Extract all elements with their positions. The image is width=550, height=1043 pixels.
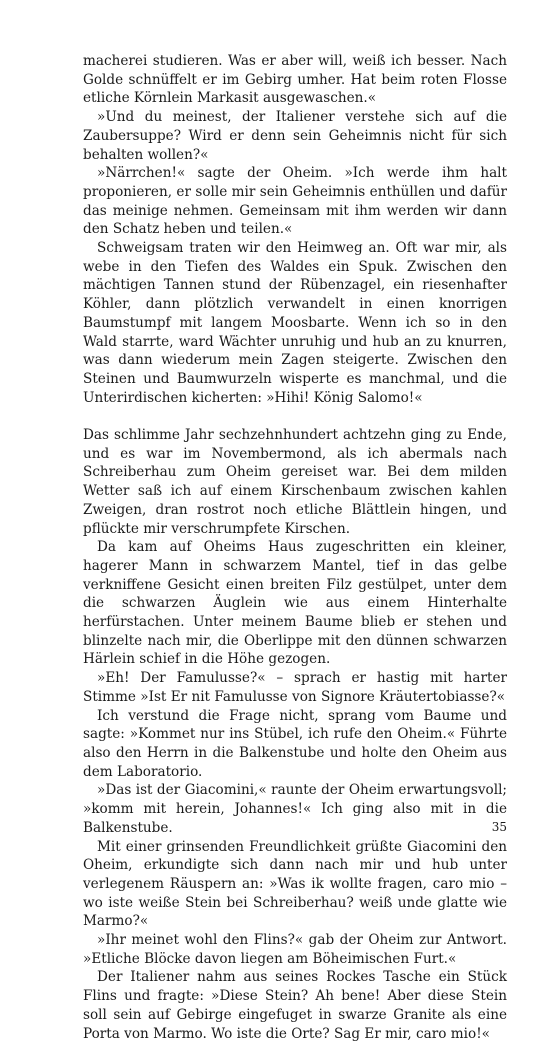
paragraph: »Närrchen!« sagte der Oheim. »Ich werde ihm halt proponieren, er solle mir sein Geheimnis enthüllen und dafür das meinige nehmen. Gemeinsam mit ihm werden wir dann den Schatz heben und teilen.« bbox=[83, 165, 507, 238]
page-number: 35 bbox=[491, 820, 507, 834]
paragraph: »Und du meinest, der Italiener verstehe sich auf die Zaubersuppe? Wird er denn sein Geheimnis nicht für sich behalten wollen?« bbox=[83, 109, 507, 163]
paragraph: Mit einer grinsenden Freundlichkeit grüßte Giacomini den Oheim, erkundigte sich dann nach mir und hub unter verlegenem Räuspern an: »Was ik wollte fragen, caro mio – wo iste weiße Stein bei Schreiberhau? weiß unde glatte wie Marmo?« bbox=[83, 838, 507, 930]
paragraph: Da kam auf Oheims Haus zugeschritten ein kleiner, hagerer Mann in schwarzem Mantel, tief in das gelbe verkniffene Gesicht einen breiten Filz gestülpet, unter dem die schwarzen Äuglein wie aus einem Hinterhalte herfürstachen. Unter meinem Baume blieb er stehen und blinzelte nach mir, die Oberlippe mit den dünnen schwarzen Härlein schief in die Höhe gezogen. bbox=[83, 539, 507, 668]
paragraph: Ich verstund die Frage nicht, sprang vom Baume und sagte: »Kommet nur ins Stübel, ich rufe den Oheim.« Führte also den Herrn in die Balkenstube und holte den Oheim aus dem Laboratorio. bbox=[83, 707, 507, 780]
paragraph: »Das ist der Giacomini,« raunte der Oheim erwartungsvoll; »komm mit herein, Johannes!« Ich ging also mit in die Balkenstube. bbox=[83, 782, 507, 836]
paragraph: »Ihr meinet wohl den Flins?« gab der Oheim zur Antwort. »Etliche Blöcke davon liegen am Böheimischen Furt.« bbox=[83, 932, 507, 967]
paragraph-continued: macherei studieren. Was er aber will, weiß ich besser. Nach Golde schnüffelt er im Gebirg umher. Hat beim roten Flosse etliche Körnlein Markasit ausgewaschen.« bbox=[83, 53, 507, 107]
body-text bbox=[83, 52, 507, 1043]
paragraph: Der Italiener nahm aus seines Rockes Tasche ein Stück Flins und fragte: »Diese Stein? Ah bene! Aber diese Stein soll sein auf Gebirge eingefuget in swarze Granite als eine Porta von Marmo. Wo iste die Orte? Sag Er mir, caro mio!« bbox=[83, 969, 507, 1042]
paragraph: »Eh! Der Famulusse?« – sprach er hastig mit harter Stimme »Ist Er nit Famulusse von Signore Kräutertobiasse?« bbox=[83, 670, 507, 705]
paragraph: Schweigsam traten wir den Heimweg an. Oft war mir, als webe in den Tiefen des Waldes ein Spuk. Zwischen den mächtigen Tannen stund der Rübenzagel, ein riesenhafter Köhler, dann plötzlich verwandelt in einen knorrigen Baumstumpf mit langem Moosbarte. Wenn ich so in den Wald starrte, ward Wächter unruhig und hub an zu knurren, was dann wiederum mein Zagen steigerte. Zwischen den Steinen und Baumwurzeln wisperte es manchmal, und die Unterirdischen kicherten: »Hihi! König Salomo!« bbox=[83, 240, 507, 406]
paragraph-section-start: Das schlimme Jahr sechzehnhundert achtzehn ging zu Ende, und es war im Novembermond, als ich abermals nach Schreiberhau zum Oheim gereiset war. Bei dem milden Wetter saß ich auf einem Kirschenbaum zwischen kahlen Zweigen, dran rostrot noch etliche Blättlein hingen, und pflückte mir verschrumpfete Kirschen. bbox=[83, 427, 507, 537]
